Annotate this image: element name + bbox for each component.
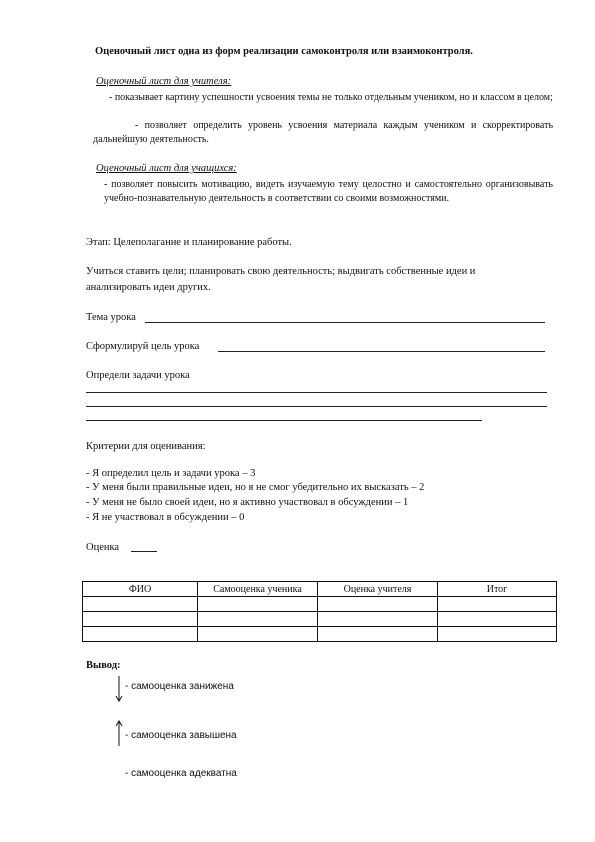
teacher-sheet-point-2: - позволяет определить уровень усвоения материала каждым учеником и скорректировать дальнейшую деятельность. xyxy=(93,120,553,145)
table-cell[interactable] xyxy=(438,627,557,642)
table-cell[interactable] xyxy=(318,612,438,627)
student-sheet-heading: Оценочный лист для учащихся: xyxy=(96,163,237,174)
table-cell[interactable] xyxy=(438,612,557,627)
table-header-cell: Самооценка ученика xyxy=(198,582,318,597)
lesson-tasks-field-3[interactable] xyxy=(86,420,482,421)
lesson-tasks-field-1[interactable] xyxy=(86,392,547,393)
lesson-topic-field[interactable] xyxy=(145,322,545,323)
table-header-row xyxy=(83,582,557,597)
table-row xyxy=(83,597,557,612)
teacher-sheet-point-1: - показывает картину успешности усвоения темы не только отдельным учеником, но и классом в целом; xyxy=(109,92,553,103)
table-cell[interactable] xyxy=(198,627,318,642)
lesson-tasks-label: Определи задачи урока xyxy=(86,370,190,381)
criteria-heading: Критерии для оценивания: xyxy=(86,441,206,452)
stage-text: Этап: Целеполагание и планирование работы. xyxy=(86,237,292,248)
criteria-item: - У меня были правильные идеи, но я не смог убедительно их высказать – 2 xyxy=(86,482,425,493)
table-cell[interactable] xyxy=(83,627,198,642)
learn-text-line-2: анализировать идеи других. xyxy=(86,282,211,293)
student-sheet-point-1: - позволяет повысить мотивацию, видеть изучаемую тему целостно и самостоятельно организовывать учебно-познавательную деятельность в соответствии со своими возможностями. xyxy=(104,179,553,204)
lesson-goal-field[interactable] xyxy=(218,351,545,352)
table-cell[interactable] xyxy=(438,597,557,612)
table-header-cell: Оценка учителя xyxy=(318,582,438,597)
grade-label: Оценка xyxy=(86,542,120,553)
conclusion-item-low: - самооценка занижена xyxy=(125,681,234,692)
table-cell[interactable] xyxy=(83,597,198,612)
table-cell[interactable] xyxy=(83,612,198,627)
assessment-table xyxy=(82,581,557,642)
arrow-down-icon xyxy=(114,675,124,703)
learn-text-line-1: Учиться ставить цели; планировать свою деятельность; выдвигать собственные идеи и xyxy=(86,266,476,277)
teacher-sheet-heading: Оценочный лист для учителя: xyxy=(96,76,232,87)
table-cell[interactable] xyxy=(198,612,318,627)
arrow-up-icon xyxy=(114,719,124,747)
table-row xyxy=(83,627,557,642)
conclusion-item-adequate: - самооценка адекватна xyxy=(125,768,237,779)
lesson-topic-label: Тема урока xyxy=(86,312,136,323)
criteria-item: - У меня не было своей идеи, но я активно участвовал в обсуждении – 1 xyxy=(86,497,409,508)
table-cell[interactable] xyxy=(318,597,438,612)
page-title: Оценочный лист одна из форм реализации самоконтроля или взаимоконтроля. xyxy=(95,46,473,57)
lesson-tasks-field-2[interactable] xyxy=(86,406,547,407)
conclusion-item-high: - самооценка завышена xyxy=(125,730,237,741)
grade-field[interactable] xyxy=(131,551,157,552)
table-cell[interactable] xyxy=(318,627,438,642)
conclusion-heading: Вывод: xyxy=(86,660,121,671)
table-header-cell: ФИО xyxy=(83,582,198,597)
lesson-goal-label: Сформулируй цель урока xyxy=(86,341,200,352)
criteria-item: - Я не участвовал в обсуждении – 0 xyxy=(86,512,245,523)
table-row xyxy=(83,612,557,627)
table-header-cell: Итог xyxy=(438,582,557,597)
table-cell[interactable] xyxy=(198,597,318,612)
criteria-item: - Я определил цель и задачи урока – 3 xyxy=(86,468,256,479)
